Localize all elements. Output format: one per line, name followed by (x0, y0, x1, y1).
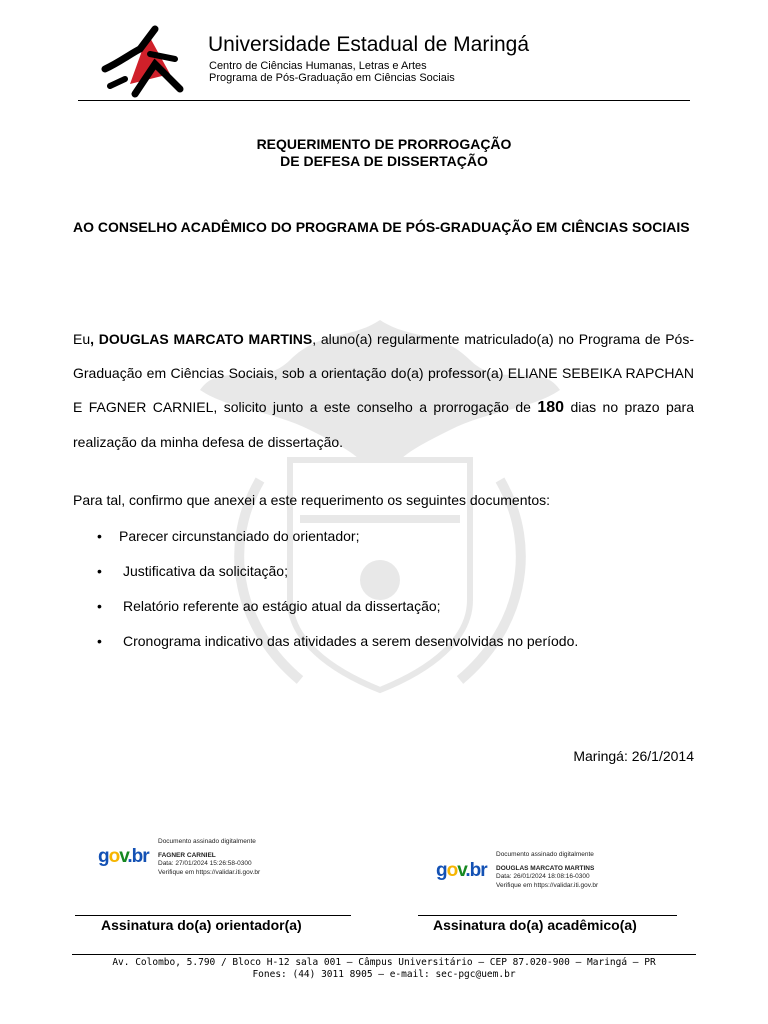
student-signature-label: Assinatura do(a) acadêmico(a) (433, 917, 637, 933)
body-text-2: dias no prazo para realização da minha defesa de dissertação. (73, 399, 694, 450)
footer-divider (72, 954, 696, 955)
body-text-1: , aluno(a) regularmente matriculado(a) no Programa de Pós-Graduação em Ciências Sociais, sob a orientação do(a) professor(a) ELIANE SEBEIKA RAPCHAN E FAGNER CARNIEL, solicito junto a este conselho a prorrogação de (73, 331, 694, 415)
document-item: Cronograma indicativo das atividades a serem desenvolvidas no período. (123, 633, 579, 649)
university-name: Universidade Estadual de Maringá (208, 33, 530, 56)
signer-name: DOUGLAS MARCATO MARTINS (496, 864, 595, 872)
student-name: , DOUGLAS MARCATO MARTINS (90, 331, 313, 347)
header-divider (78, 100, 690, 101)
document-title-line1: REQUERIMENTO DE PRORROGAÇÃO (256, 136, 512, 152)
program-name: Programa de Pós-Graduação em Ciências Sociais (209, 72, 455, 84)
addressee: AO CONSELHO ACADÊMICO DO PROGRAMA DE PÓS-GRADUAÇÃO EM CIÊNCIAS SOCIAIS (73, 219, 690, 235)
stamp-date: Data: 27/01/2024 15:26:58-0300 (158, 860, 252, 867)
signature-stamp-right (496, 851, 598, 890)
bullet-dot: • (97, 528, 102, 544)
signature-line-right (418, 915, 677, 916)
signature-stamp-left (158, 838, 260, 877)
date-line: Maringá: 26/1/2014 (573, 748, 694, 764)
signer-name: FAGNER CARNIEL (158, 851, 216, 859)
document-title-line2: DE DEFESA DE DISSERTAÇÃO (280, 153, 488, 169)
stamp-verify: Verifique em https://validar.iti.gov.br (496, 881, 599, 889)
stamp-title: Documento assinado digitalmente (496, 851, 594, 858)
center-name: Centro de Ciências Humanas, Letras e Artes (209, 60, 427, 72)
bullet-dot: • (97, 633, 102, 649)
body-eu: Eu (73, 331, 91, 347)
university-logo (100, 24, 190, 102)
stamp-verify: Verifique em https://validar.iti.gov.br (158, 868, 261, 876)
stamp-date: Data: 26/01/2024 18:08:16-0300 (496, 873, 590, 880)
document-item: Parecer circunstanciado do orientador; (119, 528, 360, 544)
signature-line-left (75, 915, 351, 916)
request-paragraph (73, 322, 694, 459)
days-count: 180 (537, 399, 565, 416)
govbr-logo-right: gov.br (436, 860, 487, 881)
footer-contact: Fones: (44) 3011 8905 – e-mail: sec-pgc@uem.br (252, 969, 516, 980)
document-item: Justificativa da solicitação; (123, 563, 288, 579)
documents-intro: Para tal, confirmo que anexei a este requerimento os seguintes documentos: (73, 492, 551, 508)
bullet-dot: • (97, 598, 102, 614)
document-item: Relatório referente ao estágio atual da dissertação; (123, 598, 441, 614)
bullet-dot: • (97, 563, 102, 579)
advisor-signature-label: Assinatura do(a) orientador(a) (101, 917, 302, 933)
stamp-title: Documento assinado digitalmente (158, 838, 256, 845)
footer-address: Av. Colombo, 5.790 / Bloco H-12 sala 001 – Câmpus Universitário – CEP 87.020-900 – Maringá – PR (112, 957, 656, 968)
govbr-logo-left: gov.br (98, 846, 149, 867)
